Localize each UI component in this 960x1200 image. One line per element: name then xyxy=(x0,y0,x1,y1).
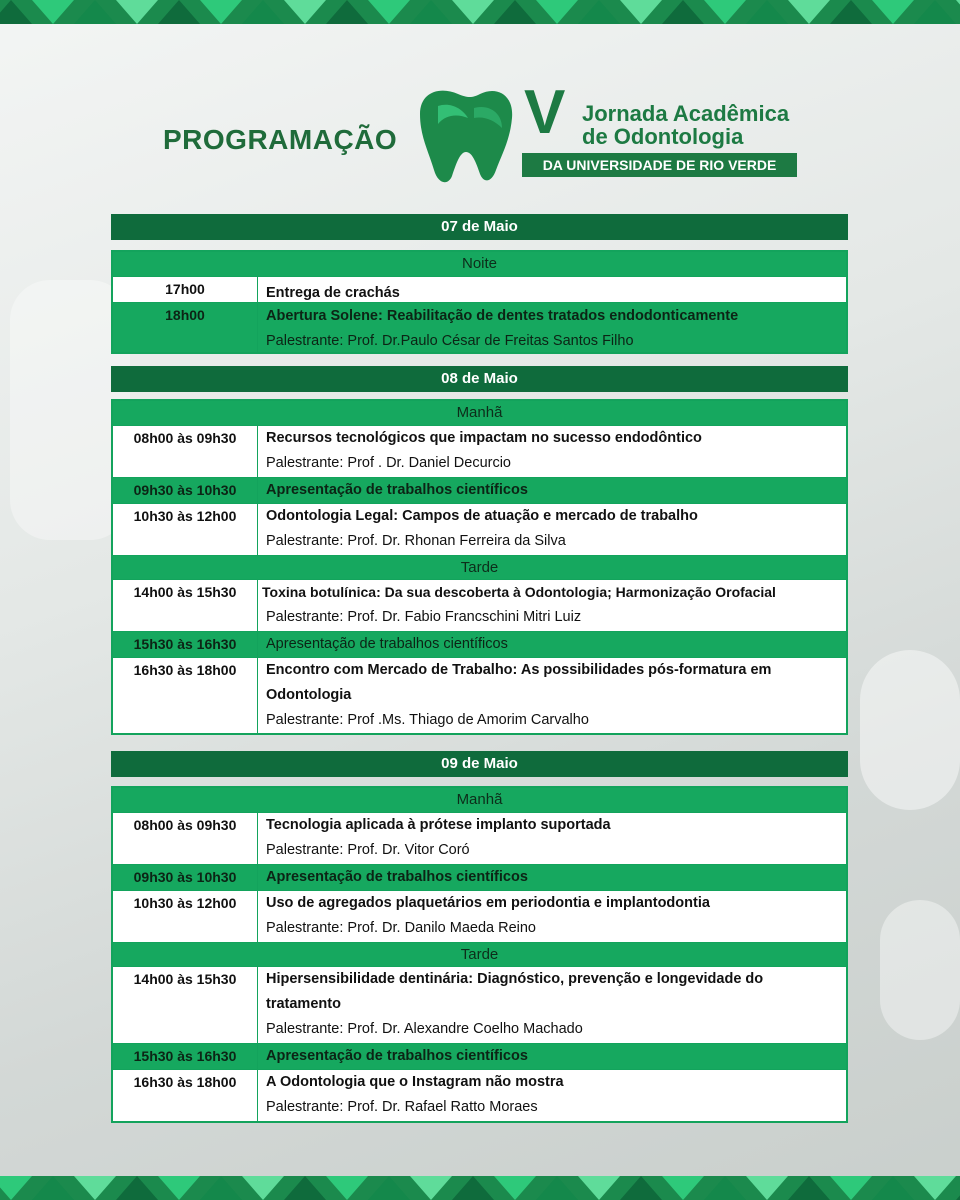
schedule-row xyxy=(113,1043,846,1069)
top-border-pattern xyxy=(0,0,960,24)
session-title: Tecnologia aplicada à prótese implanto suportada xyxy=(266,817,611,833)
bottom-border-pattern xyxy=(0,1176,960,1200)
session-speaker: Palestrante: Prof. Dr. Vitor Coró xyxy=(266,842,470,858)
session-title: Apresentação de trabalhos científicos xyxy=(266,1048,528,1064)
session-time: 09h30 às 10h30 xyxy=(113,478,258,503)
session-title: Recursos tecnológicos que impactam no sucesso endodôntico xyxy=(266,430,702,446)
session-time: 09h30 às 10h30 xyxy=(113,865,258,890)
session-time: 08h00 às 09h30 xyxy=(113,813,258,864)
session-speaker: Palestrante: Prof. Dr. Danilo Maeda Reino xyxy=(266,920,536,936)
session-description xyxy=(258,967,846,1043)
schedule-row xyxy=(113,864,846,890)
session-time: 10h30 às 12h00 xyxy=(113,891,258,942)
period-label: Tarde xyxy=(113,555,846,579)
schedule-row xyxy=(113,657,846,733)
schedule-row xyxy=(113,890,846,942)
session-title: Toxina botulínica: Da sua descoberta à Odontologia; Harmonização Orofacial xyxy=(262,584,776,600)
logo-roman-numeral: V xyxy=(524,78,566,147)
session-description xyxy=(258,303,846,352)
session-description xyxy=(258,277,846,302)
session-speaker: Palestrante: Prof . Dr. Daniel Decurcio xyxy=(266,455,511,471)
page-title: PROGRAMAÇÃO xyxy=(163,124,398,155)
day-schedule xyxy=(111,399,848,735)
session-time: 08h00 às 09h30 xyxy=(113,426,258,477)
session-description xyxy=(258,658,846,733)
session-description xyxy=(258,1044,846,1069)
session-title: Apresentação de trabalhos científicos xyxy=(266,482,528,498)
session-title: Abertura Solene: Reabilitação de dentes tratados endodonticamente xyxy=(266,308,739,324)
session-description xyxy=(258,580,846,631)
page-header xyxy=(0,80,960,190)
schedule-row xyxy=(113,579,846,631)
session-description xyxy=(258,1070,846,1121)
session-time: 15h30 às 16h30 xyxy=(113,632,258,657)
session-title: Hipersensibilidade dentinária: Diagnóstico, prevenção e longevidade do tratamento xyxy=(266,971,764,1012)
schedule-row xyxy=(113,425,846,477)
session-title: Entrega de crachás xyxy=(266,285,400,301)
session-time: 18h00 xyxy=(113,303,258,352)
session-description xyxy=(258,813,846,864)
period-label: Manhã xyxy=(113,401,846,425)
session-time: 17h00 xyxy=(113,277,258,302)
schedule-row xyxy=(113,503,846,555)
schedule-row xyxy=(113,1069,846,1121)
session-time: 14h00 às 15h30 xyxy=(113,967,258,1043)
session-speaker: Palestrante: Prof .Ms. Thiago de Amorim Carvalho xyxy=(266,712,589,728)
schedule-row xyxy=(113,966,846,1043)
day-header: 07 de Maio xyxy=(111,214,848,240)
session-speaker: Palestrante: Prof. Dr.Paulo César de Freitas Santos Filho xyxy=(266,333,634,349)
session-description xyxy=(258,632,846,657)
session-title: Uso de agregados plaquetários em periodontia e implantodontia xyxy=(266,895,710,911)
period-label: Manhã xyxy=(113,788,846,812)
logo-title-line2: de Odontologia xyxy=(582,124,744,149)
session-speaker: Palestrante: Prof. Dr. Fabio Francschini Mitri Luiz xyxy=(266,609,582,625)
session-description xyxy=(258,478,846,503)
session-speaker: Palestrante: Prof. Dr. Alexandre Coelho Machado xyxy=(266,1021,583,1037)
day-schedule xyxy=(111,250,848,354)
session-title: Apresentação de trabalhos científicos xyxy=(266,869,528,885)
session-title: Odontologia Legal: Campos de atuação e mercado de trabalho xyxy=(266,508,698,524)
schedule-row xyxy=(113,477,846,503)
background-shape xyxy=(880,900,960,1040)
session-title: Encontro com Mercado de Trabalho: As possibilidades pós-formatura em Odontologia xyxy=(266,662,772,703)
session-description xyxy=(258,865,846,890)
session-speaker: Palestrante: Prof. Dr. Rafael Ratto Moraes xyxy=(266,1099,538,1115)
schedule-row xyxy=(113,276,846,302)
session-time: 15h30 às 16h30 xyxy=(113,1044,258,1069)
logo-title-line1: Jornada Acadêmica xyxy=(582,101,790,126)
session-description xyxy=(258,504,846,555)
day-header: 09 de Maio xyxy=(111,751,848,777)
schedule-row xyxy=(113,812,846,864)
tooth-logo-icon xyxy=(410,84,522,188)
logo-subtitle: DA UNIVERSIDADE DE RIO VERDE xyxy=(522,153,797,177)
schedule-row xyxy=(113,631,846,657)
session-time: 10h30 às 12h00 xyxy=(113,504,258,555)
session-description xyxy=(258,426,846,477)
session-title: Apresentação de trabalhos científicos xyxy=(266,636,508,652)
background-shape xyxy=(860,650,960,810)
session-title: A Odontologia que o Instagram não mostra xyxy=(266,1074,564,1090)
day-schedule xyxy=(111,786,848,1123)
day-header: 08 de Maio xyxy=(111,366,848,392)
session-time: 14h00 às 15h30 xyxy=(113,580,258,631)
period-label: Tarde xyxy=(113,942,846,966)
session-time: 16h30 às 18h00 xyxy=(113,1070,258,1121)
session-speaker: Palestrante: Prof. Dr. Rhonan Ferreira da Silva xyxy=(266,533,566,549)
session-description xyxy=(258,891,846,942)
period-label: Noite xyxy=(113,252,846,276)
session-time: 16h30 às 18h00 xyxy=(113,658,258,733)
schedule-row xyxy=(113,302,846,352)
